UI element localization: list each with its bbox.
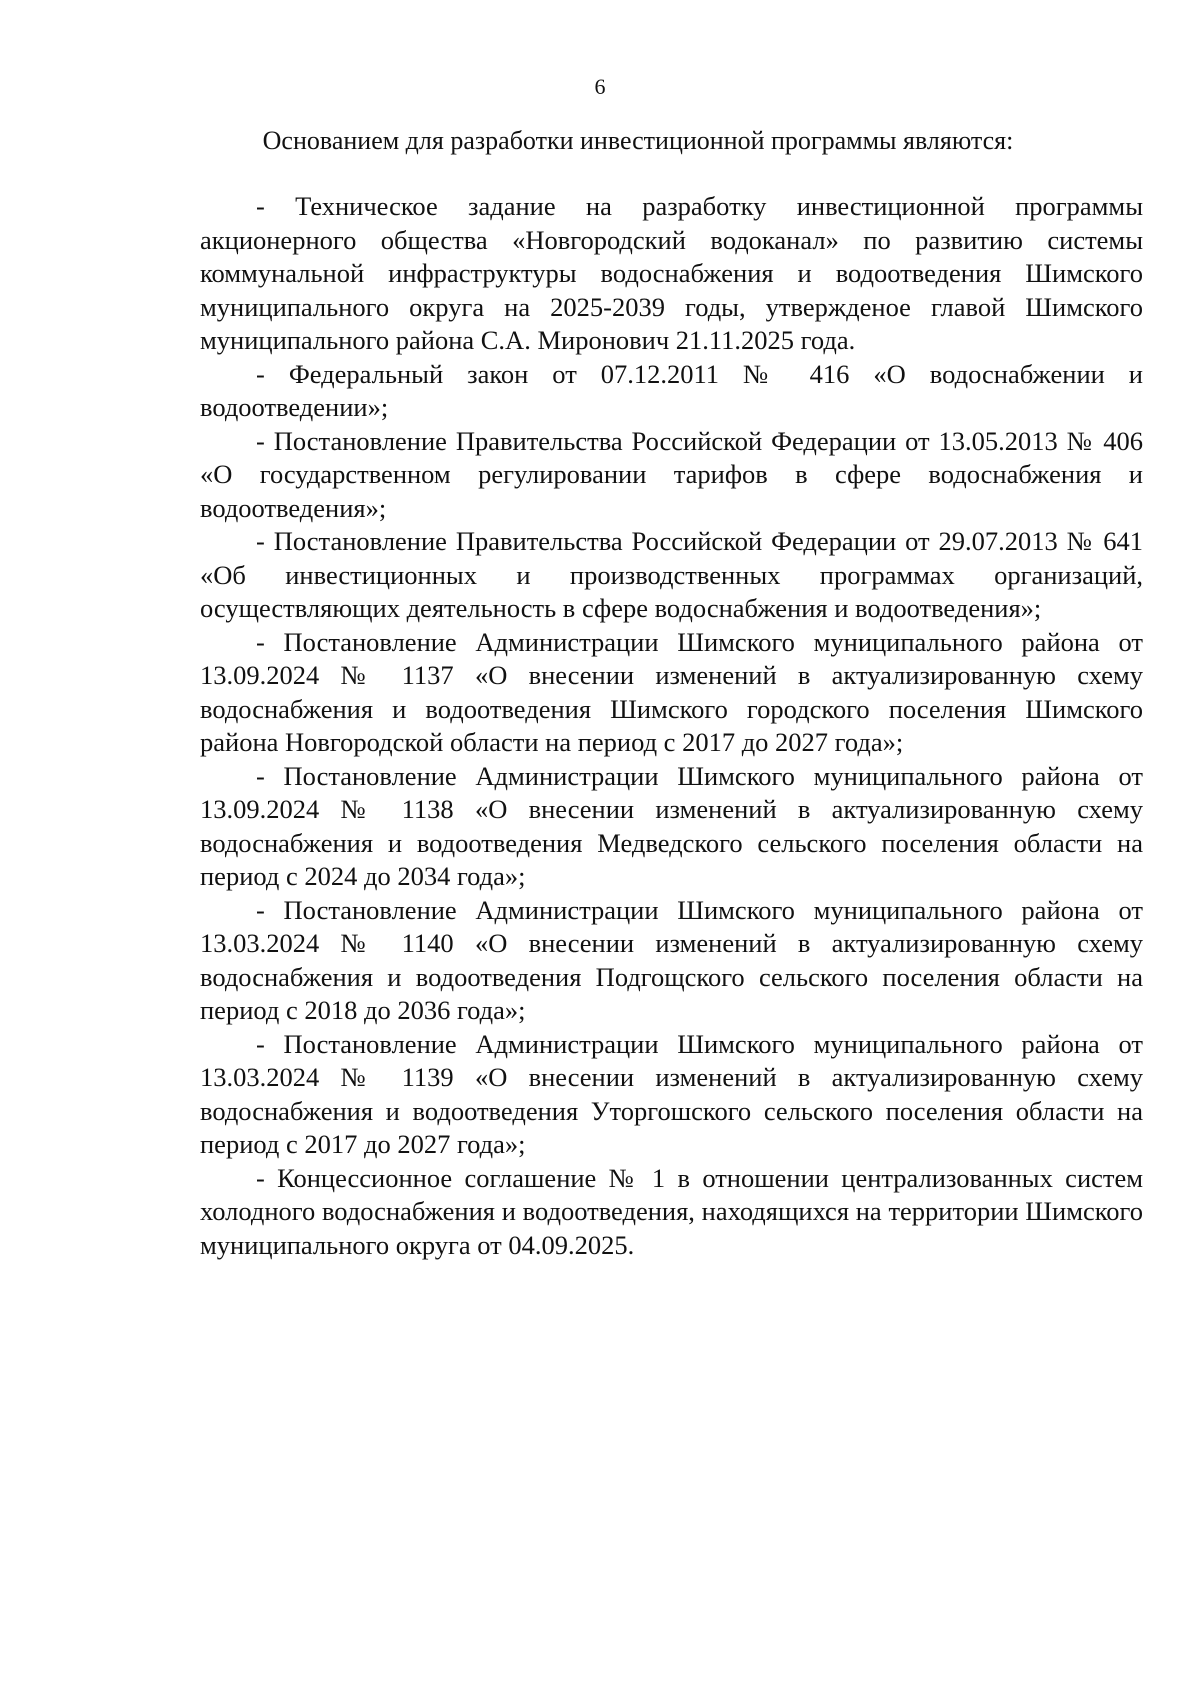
list-item: - Постановление Администрации Шимского муниципального района от 13.09.2024 № 1138 «О внесении изменений в актуализированную схему водоснабжения и водоотведения Медведского сельского поселения области на период с 2024 до 2034 года»; bbox=[200, 760, 1143, 891]
list-item: - Техническое задание на разработку инвестиционной программы акционерного общества «Новгородский водоканал» по развитию системы коммунальной инфраструктуры водоснабжения и водоотведения Шимского муниципального округа на 2025-2039 годы, утвержденое главой Шимского муниципального района С.А. Миронович 21.11.2025 года. bbox=[200, 191, 1143, 355]
list-item: - Постановление Администрации Шимского муниципального района от 13.03.2024 № 1139 «О внесении изменений в актуализированную схему водоснабжения и водоотведения Уторгошского сельского поселения области на период с 2017 до 2027 года»; bbox=[200, 1028, 1143, 1159]
list-item: - Постановление Правительства Российской Федерации от 13.05.2013 № 406 «О государственном регулировании тарифов в сфере водоснабжения и водоотведения»; bbox=[200, 425, 1143, 523]
page-number: 6 bbox=[594, 74, 606, 99]
list-item: - Постановление Администрации Шимского муниципального района от 13.09.2024 № 1137 «О внесении изменений в актуализированную схему водоснабжения и водоотведения Шимского городского поселения Шимского района Новгородской области на период с 2017 до 2027 года»; bbox=[200, 626, 1143, 757]
list-item: - Федеральный закон от 07.12.2011 № 416 «О водоснабжении и водоотведении»; bbox=[200, 358, 1143, 422]
list-item: - Постановление Администрации Шимского муниципального района от 13.03.2024 № 1140 «О внесении изменений в актуализированную схему водоснабжения и водоотведения Подгощского сельского поселения области на период с 2018 до 2036 года»; bbox=[200, 894, 1143, 1025]
list-item: - Постановление Правительства Российской Федерации от 29.07.2013 № 641 «Об инвестиционных и производственных программах организаций, осуществляющих деятельность в сфере водоснабжения и водоотведения»; bbox=[200, 526, 1143, 623]
page-heading: Основанием для разработки инвестиционной программы являются: bbox=[262, 126, 1014, 155]
list-item: - Концессионное соглашение № 1 в отношении централизованных систем холодного водоснабжения и водоотведения, находящихся на территории Шимского муниципального округа от 04.09.2025. bbox=[200, 1162, 1143, 1260]
document-body bbox=[200, 190, 1143, 1262]
